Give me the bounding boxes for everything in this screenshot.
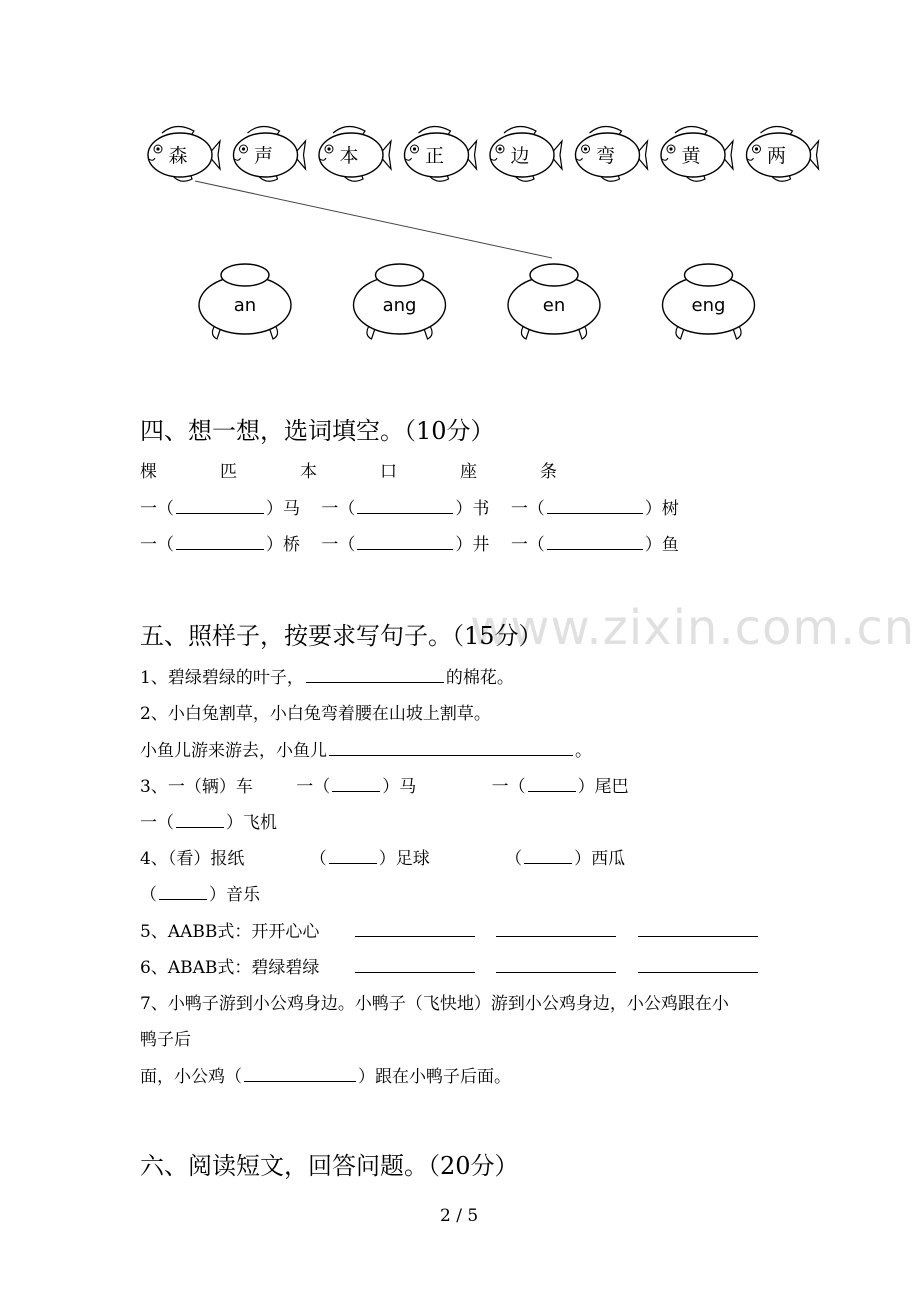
fish-pupil bbox=[242, 147, 245, 150]
blank-field[interactable] bbox=[496, 918, 616, 937]
fish-card[interactable] bbox=[234, 126, 306, 181]
bowl-card[interactable] bbox=[663, 264, 755, 339]
bowl-card[interactable] bbox=[354, 264, 446, 339]
fish-card[interactable] bbox=[148, 126, 220, 181]
question-text: 。 bbox=[575, 741, 592, 761]
blank-field[interactable] bbox=[244, 1063, 356, 1082]
blank-field[interactable] bbox=[329, 845, 377, 864]
blank-field[interactable] bbox=[547, 531, 643, 550]
word-bank-item: 座 bbox=[460, 462, 477, 482]
bowl-lid bbox=[221, 264, 269, 286]
fish-pupil bbox=[755, 147, 758, 150]
question-text: ）音乐 bbox=[209, 885, 260, 905]
question-text: 面，小公鸡（ bbox=[140, 1067, 242, 1087]
blank-field[interactable] bbox=[159, 881, 207, 900]
blank-field[interactable] bbox=[496, 954, 616, 973]
row-text: ）桥 bbox=[266, 535, 300, 555]
question-text: 6、ABAB式：碧绿碧绿 bbox=[140, 958, 320, 978]
word-bank-item: 棵 bbox=[140, 462, 157, 482]
bowl-card[interactable] bbox=[508, 264, 600, 339]
row-text: 一（ bbox=[510, 535, 545, 555]
row-text: 一（ bbox=[140, 499, 174, 519]
word-bank bbox=[140, 457, 620, 482]
question-text: （ bbox=[505, 849, 523, 869]
fish-character: 弯 bbox=[595, 145, 616, 167]
bowl-final: eng bbox=[691, 295, 726, 316]
fish-pupil bbox=[413, 147, 416, 150]
fish-character: 黄 bbox=[681, 145, 701, 167]
question-7-cont: 鸭子后 bbox=[140, 1030, 191, 1050]
blank-field[interactable] bbox=[638, 918, 758, 937]
section5-title: 五、照样子，按要求写句子。（15分） bbox=[140, 622, 543, 650]
question-text: 小鱼儿游来游去，小鱼儿 bbox=[140, 741, 327, 761]
row-text: 一（ bbox=[321, 535, 356, 555]
fish-card[interactable] bbox=[576, 126, 648, 181]
question-2-example: 2、小白兔割草，小白兔弯着腰在山坡上割草。 bbox=[140, 704, 491, 724]
fish-pupil bbox=[498, 147, 501, 150]
question-text: ）马 bbox=[382, 777, 417, 797]
fish-pupil bbox=[584, 147, 587, 150]
question-text: 5、AABB式：开开心心 bbox=[140, 922, 320, 942]
question-text: ）飞机 bbox=[226, 813, 277, 833]
fill-row-2 bbox=[140, 530, 679, 555]
fish-card[interactable] bbox=[747, 126, 819, 181]
fish-card[interactable] bbox=[319, 126, 391, 181]
question-7-answer bbox=[140, 1062, 511, 1087]
question-3-cont bbox=[140, 808, 277, 833]
blank-field[interactable] bbox=[176, 495, 264, 514]
bowl-lid bbox=[530, 264, 578, 286]
blank-field[interactable] bbox=[357, 495, 453, 514]
blank-field[interactable] bbox=[355, 918, 475, 937]
question-7: 7、小鸭子游到小公鸡身边。小鸭子（飞快地）游到小公鸡身边，小公鸡跟在小 bbox=[140, 994, 729, 1014]
fish-card[interactable] bbox=[405, 126, 477, 181]
fish-character: 本 bbox=[339, 145, 359, 167]
fish-pupil bbox=[669, 147, 672, 150]
question-1 bbox=[140, 663, 514, 688]
fish-character: 边 bbox=[510, 145, 530, 167]
question-2 bbox=[140, 736, 592, 761]
blank-field[interactable] bbox=[306, 664, 444, 683]
word-bank-item: 口 bbox=[380, 462, 397, 482]
fish-character: 正 bbox=[424, 145, 445, 167]
word-bank-item: 本 bbox=[300, 462, 317, 482]
fill-row-1 bbox=[140, 494, 679, 519]
row-text: ）树 bbox=[644, 499, 679, 519]
fish-pupil bbox=[327, 147, 330, 150]
bowl-final: en bbox=[542, 295, 566, 316]
page-number: 2 / 5 bbox=[440, 1206, 479, 1226]
row-text: 一（ bbox=[140, 535, 174, 555]
blank-field[interactable] bbox=[528, 773, 576, 792]
row-text: ）书 bbox=[455, 499, 490, 519]
blank-field[interactable] bbox=[524, 845, 572, 864]
section4-title: 四、想一想，选词填空。（10分） bbox=[140, 417, 495, 445]
question-text: ）尾巴 bbox=[577, 777, 629, 797]
question-text: 的棉花。 bbox=[445, 668, 514, 688]
blank-field[interactable] bbox=[329, 737, 573, 756]
bowl-card[interactable] bbox=[199, 264, 291, 339]
question-5 bbox=[140, 917, 760, 942]
row-text: ）井 bbox=[455, 535, 490, 555]
fish-card[interactable] bbox=[661, 126, 733, 181]
blank-field[interactable] bbox=[357, 531, 453, 550]
row-text: ）鱼 bbox=[644, 535, 679, 555]
blank-field[interactable] bbox=[355, 954, 475, 973]
bowl-lid bbox=[685, 264, 733, 286]
blank-field[interactable] bbox=[176, 809, 224, 828]
question-text: 一（ bbox=[140, 813, 174, 833]
question-text: （ bbox=[309, 849, 327, 869]
example-match-line bbox=[195, 181, 552, 258]
question-text: （ bbox=[140, 885, 157, 905]
word-bank-item: 匹 bbox=[220, 462, 237, 482]
fish-pupil bbox=[156, 147, 159, 150]
row-text: ）马 bbox=[266, 499, 300, 519]
word-bank-item: 条 bbox=[540, 462, 557, 482]
question-text: ）足球 bbox=[378, 849, 430, 869]
question-text: 1、碧绿碧绿的叶子， bbox=[140, 668, 304, 688]
fish-matching-illustration bbox=[0, 0, 920, 380]
blank-field[interactable] bbox=[638, 954, 758, 973]
question-text: ）跟在小鸭子后面。 bbox=[358, 1067, 511, 1087]
bowl-final: ang bbox=[382, 295, 417, 316]
question-text: 一（ bbox=[296, 777, 331, 797]
blank-field[interactable] bbox=[176, 531, 264, 550]
section6-title: 六、阅读短文，回答问题。（20分） bbox=[140, 1152, 519, 1180]
fish-card[interactable] bbox=[490, 126, 562, 181]
bowl-lid bbox=[376, 264, 424, 286]
question-4 bbox=[140, 844, 625, 869]
row-text: 一（ bbox=[321, 499, 356, 519]
question-text: 4、（看）报纸 bbox=[140, 849, 245, 869]
bowl-final: an bbox=[233, 295, 257, 316]
fish-bowl-svg bbox=[0, 0, 920, 380]
blank-field[interactable] bbox=[332, 773, 380, 792]
question-4-cont bbox=[140, 880, 260, 905]
question-text: 3、一（辆）车 bbox=[140, 777, 253, 797]
question-3 bbox=[140, 772, 629, 797]
fish-character: 声 bbox=[253, 145, 274, 167]
fish-character: 森 bbox=[168, 145, 188, 167]
blank-field[interactable] bbox=[547, 495, 643, 514]
watermark: www.zixin.com.cn bbox=[470, 600, 916, 656]
question-text: ）西瓜 bbox=[574, 849, 626, 869]
question-text: 一（ bbox=[491, 777, 526, 797]
row-text: 一（ bbox=[510, 499, 545, 519]
fish-character: 两 bbox=[766, 145, 787, 167]
question-6 bbox=[140, 953, 760, 978]
